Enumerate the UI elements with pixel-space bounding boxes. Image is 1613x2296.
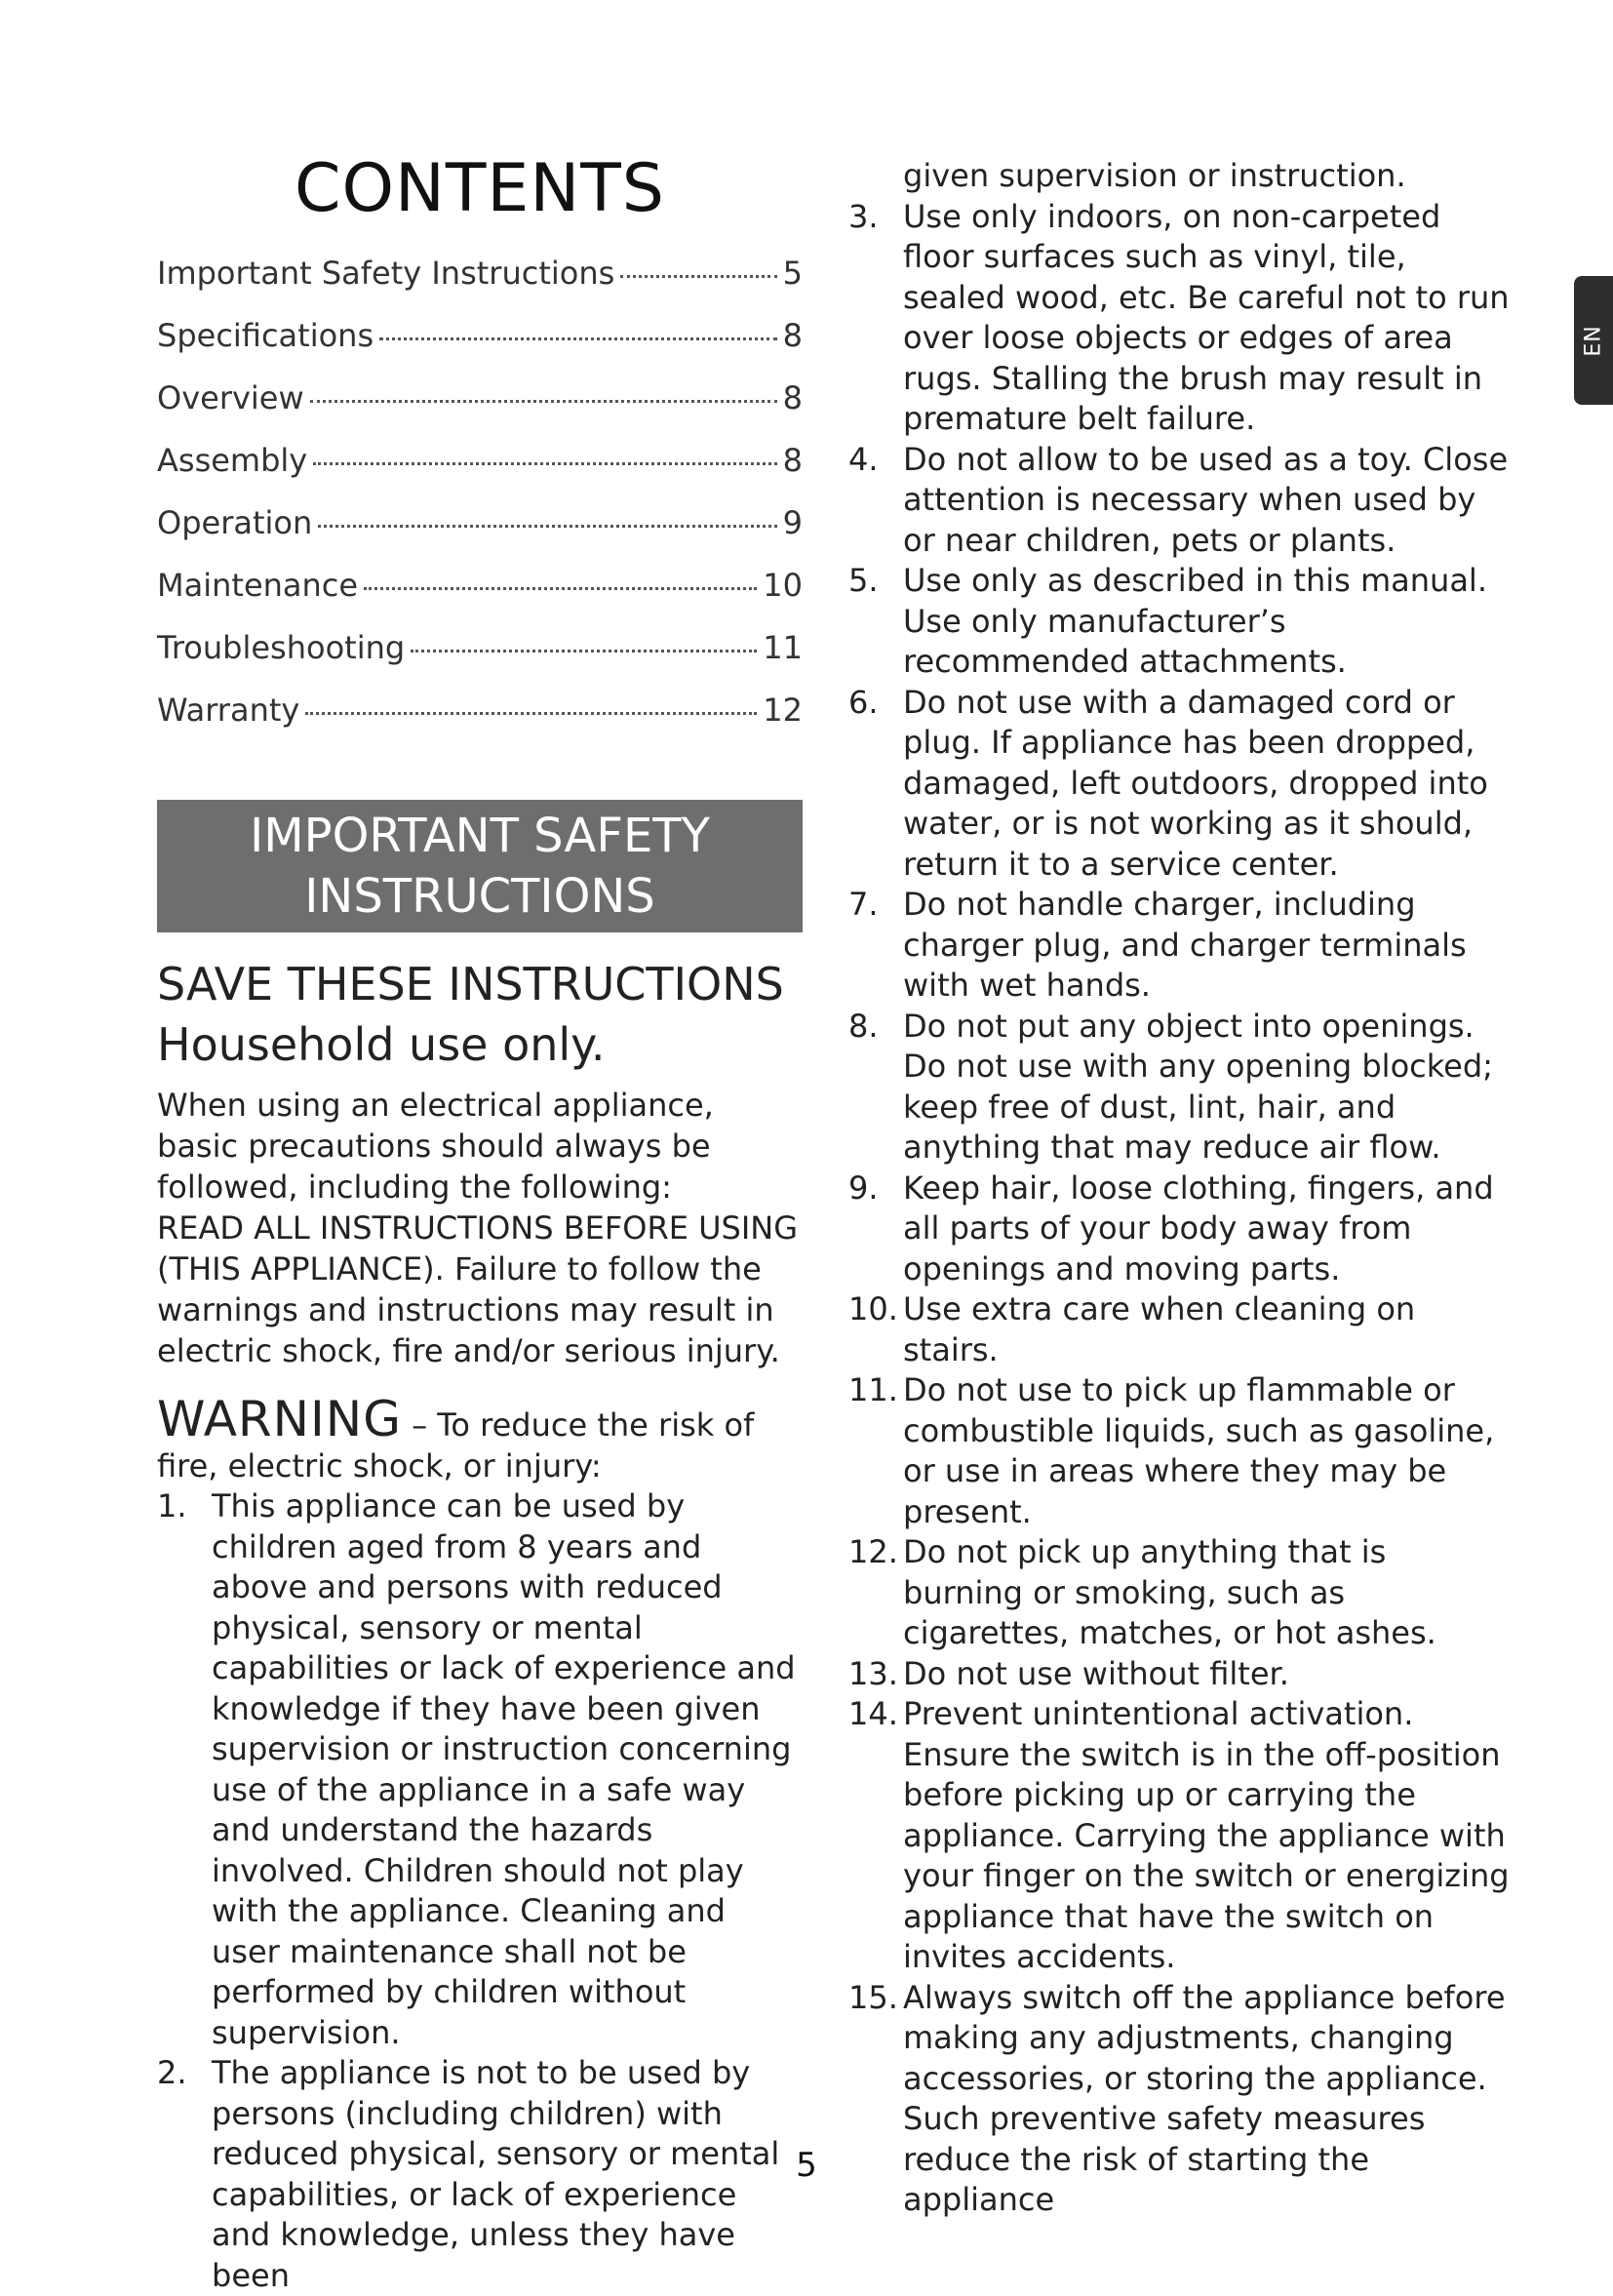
toc-leader [364,586,757,590]
contents-title: CONTENTS [295,150,665,227]
toc-label: Troubleshooting [157,629,406,666]
item-text: Do not allow to be used as a toy. Close attention is necessary when used by or near children, pets or plants. [903,440,1509,559]
toc-item[interactable] [157,429,803,492]
toc-label: Maintenance [157,567,359,604]
item-text: Do not use with a damaged cord or plug. If appliance has been dropped, damaged, left outdoors, dropped into water, or is not working as it should, return it to a service center. [903,683,1488,883]
item-number: 5. [848,562,879,599]
item-number: 11. [848,1371,898,1408]
save-instructions-heading: SAVE THESE INSTRUCTIONS [157,958,784,1010]
table-of-contents [157,242,803,741]
item-number: 14. [848,1695,898,1732]
item-text: Do not use without filter. [903,1654,1289,1692]
toc-label: Overview [157,379,304,416]
list-item [848,1694,1512,1978]
banner-line-1: IMPORTANT SAFETY [250,809,710,863]
item-text: Do not pick up anything that is burning or smoking, such as cigarettes, matches, or hot ashes. [903,1533,1436,1651]
item-text: The appliance is not to be used by persons (including children) with reduced physical, sensory or mental capabilities, or lack of experience and knowledge, unless they have been [212,2054,780,2294]
item-text: Use only as described in this manual. Use only manufacturer’s recommended attachments. [903,562,1487,680]
toc-item[interactable] [157,554,803,616]
item-text: Use extra care when cleaning on stairs. [903,1290,1416,1368]
item-number: 3. [848,197,879,235]
item-text: Prevent unintentional activation. Ensure the switch is in the off-position before picking up or carrying the appliance. Carrying the appliance with your finger on the switch or energizing appliance that have the switch on invites accidents. [903,1695,1510,1975]
toc-item[interactable] [157,616,803,679]
list-item [848,1289,1512,1370]
item-text: Do not use to pick up flammable or combustible liquids, such as gasoline, or use in areas where they may be present. [903,1371,1495,1530]
toc-leader [379,336,777,340]
toc-leader [310,399,777,403]
item-number: 8. [848,1007,879,1045]
list-item [848,1007,1512,1168]
list-item [848,1370,1512,1532]
toc-leader [305,711,757,715]
toc-item[interactable] [157,304,803,367]
toc-page: 12 [763,692,803,729]
toc-label: Warranty [157,692,300,729]
item-number: 12. [848,1533,898,1570]
item-text: Always switch off the appliance before making any adjustments, changing accessories, or storing the appliance. Such preventive safety measures reduce the risk of starting the appliance [903,1978,1506,2218]
toc-page: 9 [782,504,803,541]
item-number: 1. [157,1487,187,1524]
list-item [848,885,1512,1007]
warning-word: WARNING [157,1391,402,1447]
toc-label: Assembly [157,442,308,479]
right-column [848,156,1512,2221]
safety-list-right [848,197,1512,2221]
item-number: 2. [157,2054,187,2091]
toc-leader [318,524,776,528]
banner-line-2: INSTRUCTIONS [304,869,655,924]
list-item [848,683,1512,886]
toc-label: Operation [157,504,313,541]
toc-leader [411,649,757,653]
language-tab [1574,276,1613,405]
read-all-paragraph: READ ALL INSTRUCTIONS BEFORE USING (THIS APPLIANCE). Failure to follow the warnings and instructions may result in electric shock, fire and/or serious injury. [157,1209,798,1369]
list-item [848,197,1512,440]
item-number: 6. [848,683,879,721]
household-use-heading: Household use only. [157,1018,606,1071]
list-item [848,1654,1512,1695]
toc-page: 11 [763,629,803,666]
item-number: 15. [848,1978,898,2016]
toc-item[interactable] [157,242,803,304]
list-item [848,440,1512,562]
item-2-continued: given supervision or instruction. [903,157,1406,194]
toc-item[interactable] [157,492,803,554]
list-item [848,1168,1512,1290]
toc-page: 8 [782,379,803,416]
toc-label: Important Safety Instructions [157,255,615,292]
item-number: 9. [848,1168,879,1207]
warning-line [157,1391,803,1486]
item-text: Do not handle charger, including charger plug, and charger terminals with wet hands. [903,886,1467,1004]
toc-page: 8 [782,317,803,354]
toc-label: Specifications [157,317,374,354]
list-item [848,1532,1512,1654]
toc-page: 5 [782,255,803,292]
toc-leader [313,461,776,465]
toc-item[interactable] [157,679,803,741]
intro-paragraph: When using an electrical appliance, basic precautions should always be followed, including the following: [157,1087,714,1206]
item-number: 10. [848,1290,898,1327]
safety-banner [157,800,803,932]
warning-text: – To reduce the risk of fire, electric shock, or injury: [157,1406,755,1484]
list-item [157,1486,803,2053]
left-column [157,150,803,2296]
item-text: Do not put any object into openings. Do not use with any opening blocked; keep free of dust, lint, hair, and anything that may reduce air flow. [903,1007,1493,1166]
list-item [848,561,1512,683]
toc-page: 8 [782,442,803,479]
item-text: Use only indoors, on non-carpeted floor surfaces such as vinyl, tile, sealed wood, etc. Be careful not to run over loose objects or edges of area rugs. Stalling the brush may result in premature belt failure. [903,197,1510,437]
item-number: 13. [848,1654,898,1692]
item-text: This appliance can be used by children aged from 8 years and above and persons with reduced physical, sensory or mental capabilities or lack of experience and knowledge if they have been given supervision or instruction concerning use of the appliance in a safe way and understand the hazards involved. Children should not play with the appliance. Cleaning and user maintenance shall not be performed by children without supervision. [212,1487,796,2051]
toc-leader [620,274,776,278]
language-tab-label: EN [1581,324,1606,357]
item-number: 4. [848,440,879,478]
toc-page: 10 [763,567,803,604]
page-number: 5 [796,2146,817,2185]
toc-item[interactable] [157,367,803,429]
item-text: Keep hair, loose clothing, fingers, and all parts of your body away from openings and moving parts. [903,1168,1494,1287]
item-number: 7. [848,886,879,923]
